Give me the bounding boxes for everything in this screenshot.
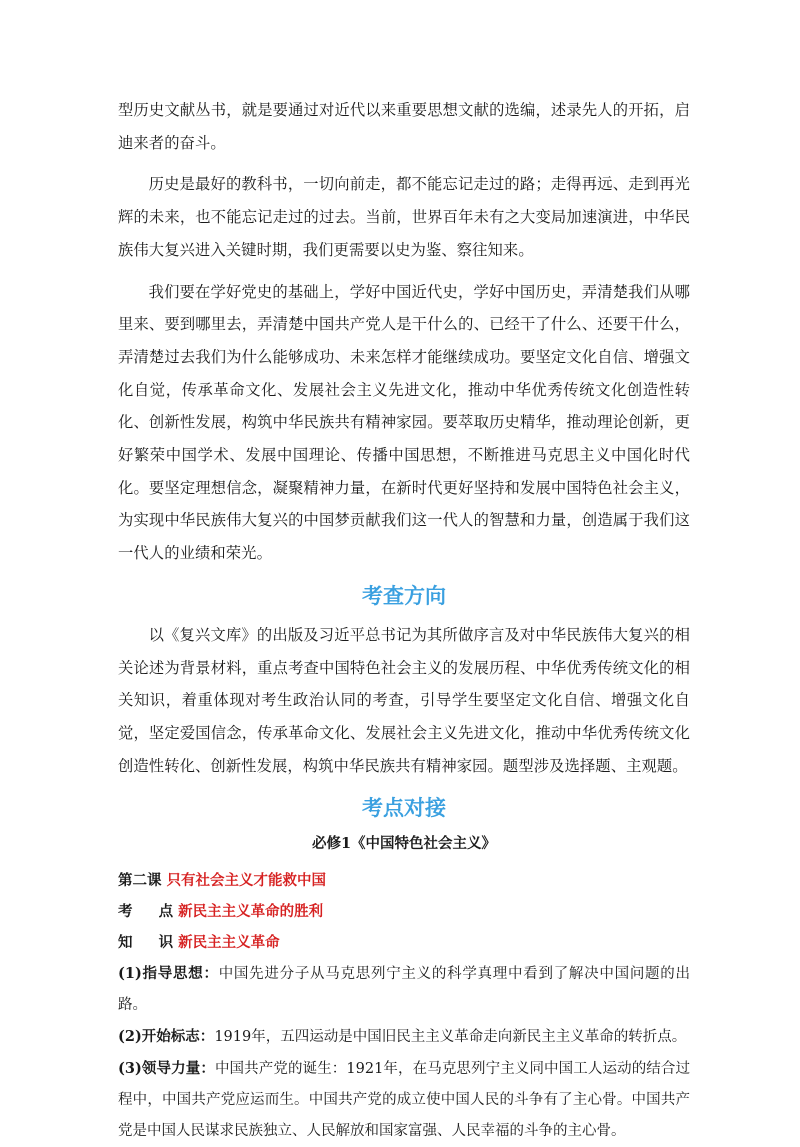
list-item-start-sign <box>118 1021 690 1053</box>
item-lead: (1)指导思想： <box>118 965 219 983</box>
know-value: 新民主主义革命 <box>178 934 280 952</box>
textbook-subtitle: 必修1《中国特色社会主义》 <box>311 835 497 853</box>
section-title-connect: 考点对接 <box>362 796 446 821</box>
paragraph-direction: 以《复兴文库》的出版及习近平总书记为其所做序言及对中华民族伟大复兴的相关论述为背景材料，重点考查中国特色社会主义的发展历程、中华优秀传统文化的相关知识，着重体现对考生政治认同的考查，引导学生要坚定文化自信、增强文化自觉，坚定爱国信念，传承革命文化、发展社会主义先进文化，推动中华优秀传统文化创造性转化、创新性发展，构筑中华民族共有精神家园。题型涉及选择题、主观题。 <box>118 625 690 775</box>
item-lead: (2)开始标志： <box>118 1028 215 1046</box>
point-label-a: 考 <box>118 903 133 921</box>
item-lead: (3)领导力量： <box>118 1060 215 1078</box>
document-page <box>118 94 690 1147</box>
keypoint-knowledge <box>118 927 690 958</box>
list-item-leading-force <box>118 1053 690 1147</box>
keypoint-point <box>118 896 690 927</box>
item-text: 中国先进分子从马克思列宁主义的科学真理中看到了解决中国问题的出路。 <box>118 966 691 1014</box>
lesson-label: 第二课 <box>118 872 162 890</box>
lesson-value: 只有社会主义才能救中国 <box>166 872 327 890</box>
item-text: 中国共产党的诞生：1921年，在马克思列宁主义同中国工人运动的结合过程中，中国共产党应运而生。中国共产党的成立使中国人民的斗争有了主心骨。中国共产党是中国人民谋求民族独立、人民解放和国家富强、人民幸福的斗争的主心骨。 <box>118 1061 691 1140</box>
section-title-direction: 考查方向 <box>362 583 446 608</box>
paragraph-history-textbook: 历史是最好的教科书，一切向前走，都不能忘记走过的路；走得再远、走到再光辉的未来，也不能忘记走过的过去。当前，世界百年未有之大变局加速演进，中华民族伟大复兴进入关键时期，我们更需要以史为鉴、察往知来。 <box>118 175 690 259</box>
point-label-b: 点 <box>158 903 174 921</box>
keypoint-lesson <box>118 865 690 896</box>
paragraph-intro-continued: 型历史文献丛书，就是要通过对近代以来重要思想文献的选编，述录先人的开拓，启迪来者的奋斗。 <box>118 101 690 152</box>
point-value: 新民主主义革命的胜利 <box>178 903 324 921</box>
know-label-b: 识 <box>158 934 174 952</box>
know-label-a: 知 <box>118 934 133 952</box>
list-item-guiding-thought <box>118 958 690 1021</box>
item-text: 1919年，五四运动是中国旧民主主义革命走向新民主主义革命的转折点。 <box>214 1029 687 1046</box>
paragraph-study-history: 我们要在学好党史的基础上，学好中国近代史，学好中国历史，弄清楚我们从哪里来、要到哪里去，弄清楚中国共产党人是干什么的、已经干了什么、还要干什么，弄清楚过去我们为什么能够成功、未来怎样才能继续成功。要坚定文化自信、增强文化自觉，传承革命文化、发展社会主义先进文化，推动中华优秀传统文化创造性转化、创新性发展，构筑中华民族共有精神家园。要萃取历史精华，推动理论创新，更好繁荣中国学术、发展中国理论、传播中国思想，不断推进马克思主义中国化时代化。要坚定理想信念，凝聚精神力量，在新时代更好坚持和发展中国特色社会主义，为实现中华民族伟大复兴的中国梦贡献我们这一代人的智慧和力量，创造属于我们这一代人的业绩和荣光。 <box>118 282 690 563</box>
